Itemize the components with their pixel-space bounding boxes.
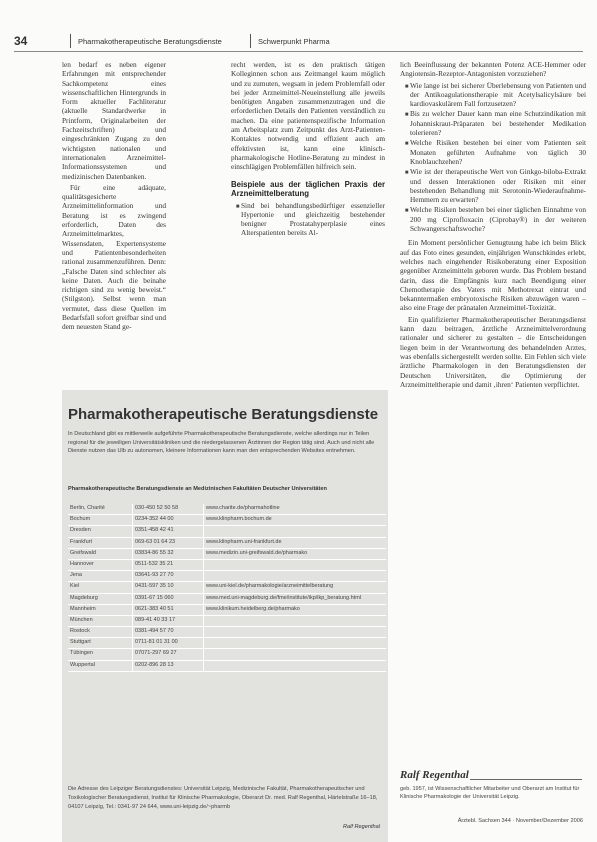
city-cell: Berlin, Charité (68, 504, 133, 515)
table-row (68, 526, 386, 537)
table-title: Pharmakotherapeutische Beratungsdienste an Medizinischen Fakultäten Deutscher Universitäten (68, 486, 327, 492)
city-cell: Kiel (68, 582, 133, 593)
paragraph: Ein qualifizierter Pharmakotherapeutischer Beratungsdienst kann dazu beitragen, ärztliche Arzneimittelverordnung rationaler und sicherer zu gestalten – die Entscheidungen liegen beim in der Verantwortung des behandelnden Arztes, was ebenfalls sichergestellt werden sollte. Ein Fehlen sich viele ärztliche Pharmakologen in den Beratungsdiensten der Deutschen Universitäten, die Optimierung der Arzneimitteltherapie und damit ‚ihren‘ Patienten verpflichtet. (400, 314, 586, 389)
city-cell: Wuppertal (68, 660, 133, 671)
phone-cell: 03641-93 27 70 (133, 571, 204, 582)
city-cell: Frankfurt (68, 537, 133, 548)
website-cell[interactable]: www.med.uni-magdeburg.de/fme/institute/ikp/ikp_beratung.html (204, 593, 387, 604)
author-bio: geb. 1957, ist Wissenschaftlicher Mitarbeiter und Oberarzt am Institut für Klinische Pharmakologie der Universität Leipzig. (400, 786, 580, 801)
list-item: • Welche Risiken bestehen bei einer vom Patienten seit Monaten geführten Aufnahme von täglich 30 Knoblauchzehen? (410, 138, 586, 166)
box-title: Pharmakotherapeutische Beratungsdienste (68, 406, 379, 423)
paragraph: recht werden, ist es den praktisch tätigen Kolleginnen schon aus Zeitmangel kaum möglich und zu zumuten, wegsam in jedem Problemfall oder bei jeder Arzneimittel-Neueinstellung alle jeweils benötigten Angaben zusammenzutragen und die erforderlichen Details den Patienten verständlich zu machen. Da eine patientenspezifische Information am Arbeitsplatz zum Zeitpunkt des Arzt-Patienten-Kontaktes notwendig und effizient auch am effektivsten ist, kann eine klinisch-pharmakologische Hotline-Beratung zu mindest in einschlägigen Problemfällen hilfreich sein. (231, 60, 385, 172)
header-rule (14, 51, 583, 52)
city-cell: München (68, 615, 133, 626)
website-cell[interactable]: www.uni-kiel.de/pharmakologie/arzneimittelberatung (204, 582, 387, 593)
list-item: • Wie ist der therapeutische Wert von Ginkgo-biloba-Extrakt und dessen Interaktionen oder Risiken mit einer bestehenden Behandlung mit Serotonin-Wiederaufnahme-Hemmern zu erwarten? (410, 167, 586, 204)
page-number: 34 (14, 34, 28, 48)
city-cell: Stuttgart (68, 638, 133, 649)
table-row (68, 649, 386, 660)
city-cell: Rostock (68, 627, 133, 638)
phone-cell: 030-450 52 50 58 (133, 504, 204, 515)
website-cell (204, 649, 387, 660)
phone-cell: 069-63 01 64 23 (133, 537, 204, 548)
bullet-list (400, 81, 586, 234)
page-header (14, 34, 583, 50)
website-cell (204, 627, 387, 638)
list-item: • Welche Risiken bestehen bei einer täglichen Einnahme von 200 mg Ciprofloxacin (Ciprobay®) in der weiteren Schwangerschaftswoche? (410, 205, 586, 233)
paragraph: Ein Moment persönlicher Genugtuung habe ich beim Blick auf das Foto eines gesunden, einjährigen Wunschkindes erlebt, welches nach eingehender Risikoberatung einer Exposition gegenüber Arzneimitteln geboren wurde. Das Problem bestand darin, dass die Empfängnis kurz nach Beendigung einer Chemotherapie des Vaters mit Methotrexat eintrat und bekanntermaßen embryotoxische Risiken abzuwägen waren – also eine Frage der pränatalen Arzneimittel-Toxizität. (400, 238, 586, 313)
website-cell[interactable]: www.klinikum.heidelberg.de/pharmako (204, 604, 387, 615)
page-footer: Ärztebl. Sachsen 344 · November/Dezember 2006 (457, 818, 583, 824)
phone-cell: 03834-86 55 32 (133, 548, 204, 559)
section-title: Schwerpunkt Pharma (258, 37, 330, 46)
box-signature: Ralf Regenthal (342, 824, 380, 830)
website-cell (204, 526, 387, 537)
phone-cell: 0621-383 40 51 (133, 604, 204, 615)
header-divider (250, 34, 251, 48)
section-heading: Beispiele aus der täglichen Praxis der Arzneimittelberatung (231, 179, 385, 198)
list-item: • Wie lange ist bei sicherer Überlebensung von Patienten und der Antikoagulationstherapie mit Acetylsalicylsäure bei kardiovaskulärem Fall fortzusetzen? (410, 81, 586, 109)
bullet-list (231, 201, 385, 238)
header-divider (70, 34, 71, 48)
city-cell: Tübingen (68, 649, 133, 660)
phone-cell: 0431-597 35 10 (133, 582, 204, 593)
website-cell[interactable]: www.medizin.uni-greifswald.de/pharmako (204, 548, 387, 559)
phone-cell: 0511-532 35 21 (133, 559, 204, 570)
table-row (68, 604, 386, 615)
phone-cell: 0234-352 44 00 (133, 515, 204, 526)
website-cell (204, 571, 387, 582)
text-column-2 (231, 60, 385, 239)
city-cell: Hannover (68, 559, 133, 570)
city-cell: Bochum (68, 515, 133, 526)
table-row (68, 504, 386, 515)
website-cell (204, 615, 387, 626)
table-row (68, 627, 386, 638)
box-footer: Die Adresse des Leipziger Beratungsdienstes: Universität Leipzig, Medizinische Fakultät, Pharmakotherapeutischer und Toxikologischer Beratungsdienst, Institut für Klinische Pharmakologie, Oberarzt Dr. med. Ralf Regenthal, Härtelstraße 16–18, 04107 Leipzig, Tel.: 0341-97 24 644, www.uni-leipzig.de/~pharmb (68, 786, 378, 810)
text-column-1 (62, 60, 166, 334)
phone-cell: 0391-67 15 060 (133, 593, 204, 604)
author-name: Ralf Regenthal (400, 769, 469, 781)
table-row (68, 571, 386, 582)
author-rule (470, 779, 582, 780)
phone-cell: 089-41 40 33 17 (133, 615, 204, 626)
box-intro: In Deutschland gibt es mittlerweile aufgeführte Pharmakotherapeutische Beratungsdienste, welche allerdings nur in Teilen regional für die jeweiligen Universitätskliniken und die niedergelassenen Ärztinnen der Region tätig sind. Auch und nicht alle Dienste nutzen das Ulb zu autonomen, kleinere Informationen kann man den entsprechenden Websites entnehmen. (68, 431, 375, 455)
city-cell: Greifswald (68, 548, 133, 559)
table-row (68, 582, 386, 593)
magazine-title: Pharmakotherapeutische Beratungsdienste (78, 37, 222, 46)
city-cell: Dresden (68, 526, 133, 537)
info-box (62, 390, 388, 842)
city-cell: Mannheim (68, 604, 133, 615)
author-block (400, 769, 590, 802)
phone-cell: 07071-297 69 27 (133, 649, 204, 660)
text-column-3 (400, 60, 586, 391)
table-row (68, 537, 386, 548)
website-cell (204, 559, 387, 570)
table-row (68, 638, 386, 649)
phone-cell: 0711-81 01 31 00 (133, 638, 204, 649)
list-item: • Bis zu welcher Dauer kann man eine Schutzindikation mit Johanniskraut-Präparaten bei bestehender Medikation tolerieren? (410, 109, 586, 137)
city-cell: Magdeburg (68, 593, 133, 604)
phone-cell: 0351-458 42 41 (133, 526, 204, 537)
website-cell[interactable]: www.klinpharm.bochum.de (204, 515, 387, 526)
table-row (68, 660, 386, 671)
website-cell (204, 660, 387, 671)
website-cell[interactable]: www.klinpharm.uni-frankfurt.de (204, 537, 387, 548)
services-table (68, 504, 386, 672)
website-cell (204, 638, 387, 649)
city-cell: Jena (68, 571, 133, 582)
website-cell[interactable]: www.charite.de/pharmahotline (204, 504, 387, 515)
table-row (68, 615, 386, 626)
phone-cell: 0202-896 28 13 (133, 660, 204, 671)
table-row (68, 515, 386, 526)
table-row (68, 559, 386, 570)
list-item: • Sind bei behandlungsbedürftiger essenzieller Hypertonie und gleichzeitig bestehender benigner Prostatahyperplasie eines Alterspatienten bereits Al- (241, 201, 385, 238)
paragraph: Für eine adäquate, qualitätsgesicherte Arzneimittelinformation und Beratung ist es zwingend erforderlich, Daten des Arzneimittelmarktes, Wissensdaten, Expertensysteme und Patientenbesonderheiten rational zusammenzuführen. Denn: „Falsche Daten sind schlechter als keine Daten. Auch die beinahe richtigen sind zu wenig beweist.“ (Stilgston). Selbst wenn man vermutet, dass diese Quellen im Bedarfsfall sofort greifbar sind und dem neuesten Stand ge- (62, 182, 166, 332)
paragraph: lich Beeinflussung der bekannten Potenz ACE-Hemmer oder Angiotensin-Rezeptor-Antagonisten vorzuziehen? (400, 60, 586, 79)
phone-cell: 0381-494 57 70 (133, 627, 204, 638)
paragraph: len bedarf es neben eigener Erfahrungen mit entsprechender Sachkompetenz eines wissenschaftlichen Hintergrunds in Form aktueller Fachliteratur (aktuelle Standardwerke in Printform, Originalarbeiten der Fachzeitschriften) und eingeschränkten Zugang zu den wichtigsten nationalen und internationalen Arzneimittel-Informationssystemen und medizinischen Datenbanken. (62, 60, 166, 181)
table-row (68, 548, 386, 559)
table-row (68, 593, 386, 604)
